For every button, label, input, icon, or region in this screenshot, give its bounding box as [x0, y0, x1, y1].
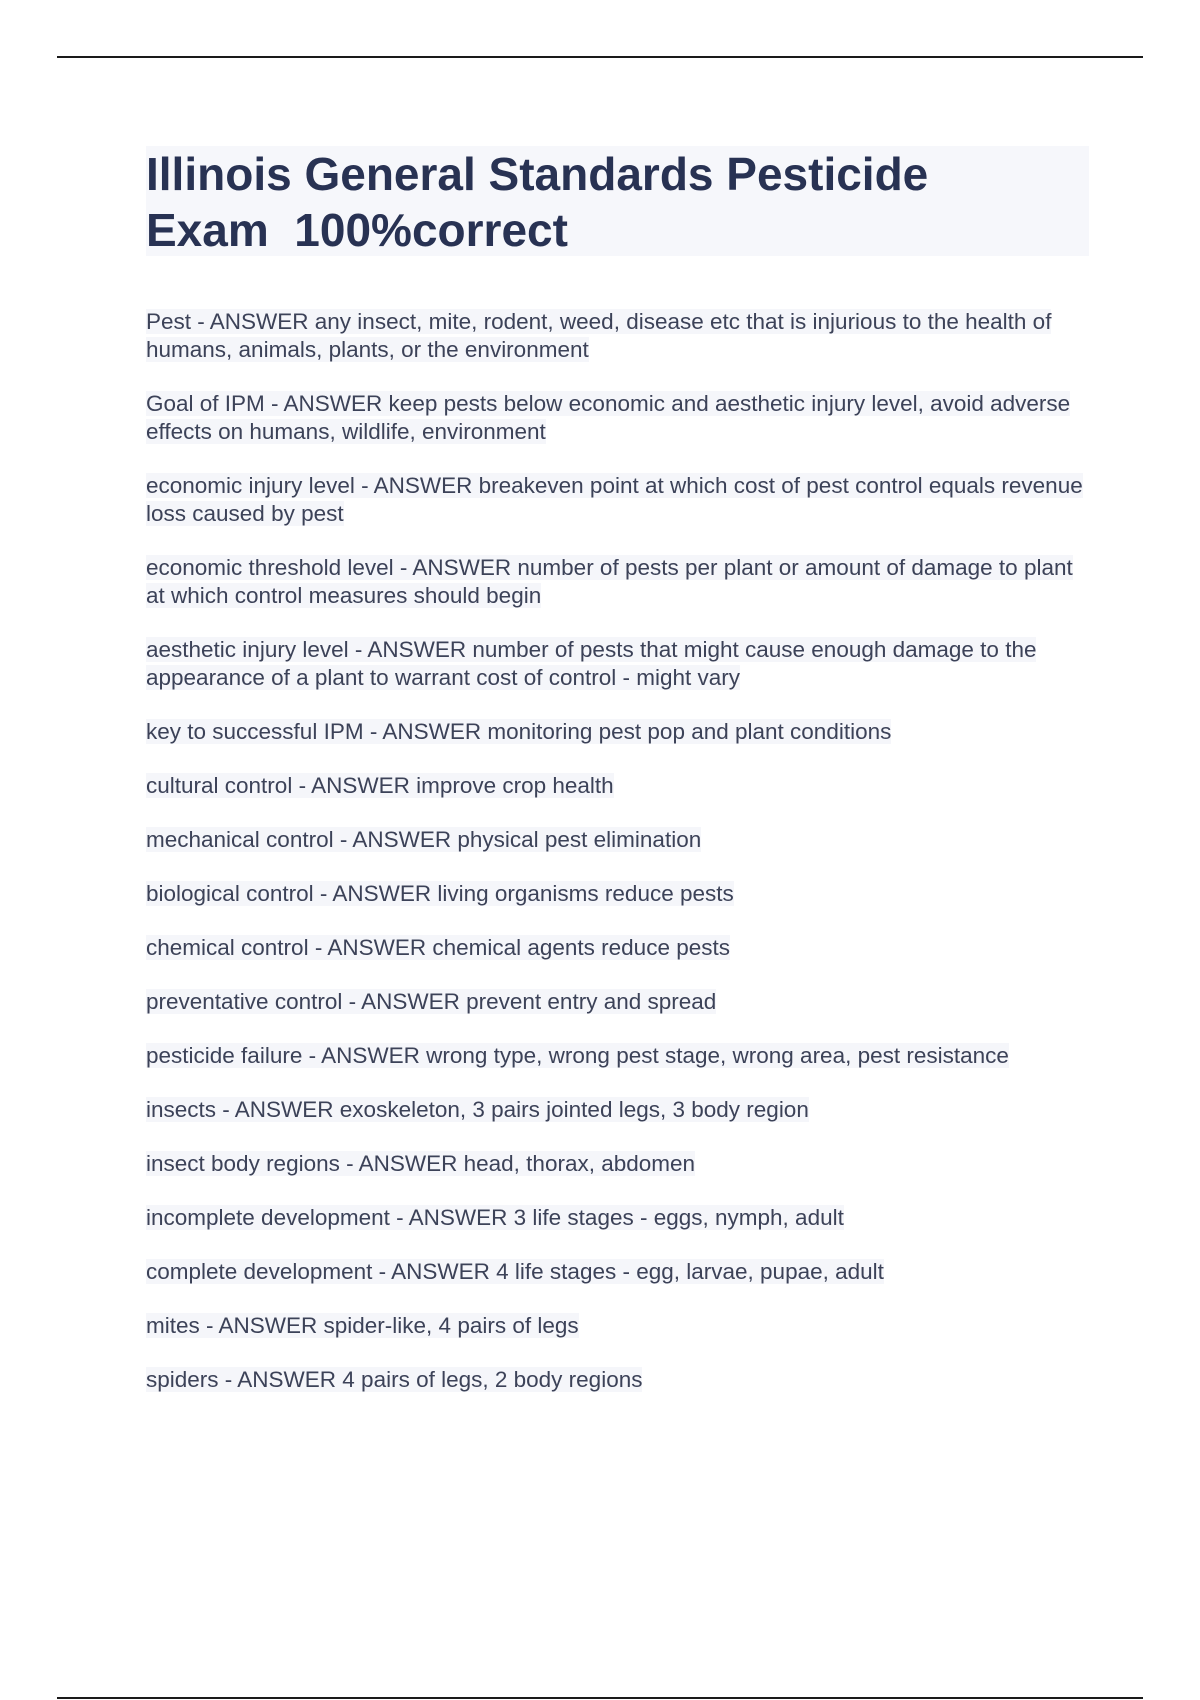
- qa-item: mechanical control - ANSWER physical pest elimination: [146, 827, 702, 852]
- qa-item: incomplete development - ANSWER 3 life stages - eggs, nymph, adult: [146, 1205, 844, 1230]
- qa-item: pesticide failure - ANSWER wrong type, wrong pest stage, wrong area, pest resistance: [146, 1043, 1009, 1068]
- qa-item: insect body regions - ANSWER head, thorax, abdomen: [146, 1151, 696, 1176]
- qa-item: economic injury level - ANSWER breakeven point at which cost of pest control equals revenue loss caused by pest: [146, 473, 1083, 526]
- qa-item: insects - ANSWER exoskeleton, 3 pairs jointed legs, 3 body region: [146, 1097, 809, 1122]
- qa-item: cultural control - ANSWER improve crop health: [146, 773, 614, 798]
- qa-item: biological control - ANSWER living organisms reduce pests: [146, 881, 734, 906]
- qa-item: key to successful IPM - ANSWER monitoring pest pop and plant conditions: [146, 719, 892, 744]
- qa-item: economic threshold level - ANSWER number of pests per plant or amount of damage to plant at which control measures should begin: [146, 555, 1073, 608]
- top-divider: [57, 56, 1143, 58]
- title-line-1: Illinois General Standards Pesticide: [146, 148, 929, 200]
- title-line-2: Exam 100%correct: [146, 204, 568, 256]
- qa-item: mites - ANSWER spider-like, 4 pairs of legs: [146, 1313, 579, 1338]
- qa-item: complete development - ANSWER 4 life stages - egg, larvae, pupae, adult: [146, 1259, 884, 1284]
- document-title: [146, 146, 1046, 258]
- qa-list: [146, 308, 1096, 1420]
- qa-item: preventative control - ANSWER prevent entry and spread: [146, 989, 717, 1014]
- qa-item: Pest - ANSWER any insect, mite, rodent, weed, disease etc that is injurious to the health of humans, animals, plants, or the environment: [146, 309, 1052, 362]
- qa-item: Goal of IPM - ANSWER keep pests below economic and aesthetic injury level, avoid adverse effects on humans, wildlife, environment: [146, 391, 1071, 444]
- qa-item: spiders - ANSWER 4 pairs of legs, 2 body regions: [146, 1367, 643, 1392]
- qa-item: aesthetic injury level - ANSWER number of pests that might cause enough damage to the appearance of a plant to warrant cost of control - might vary: [146, 637, 1037, 690]
- bottom-divider: [57, 1697, 1143, 1699]
- title-block: [146, 146, 1089, 256]
- qa-item: chemical control - ANSWER chemical agents reduce pests: [146, 935, 730, 960]
